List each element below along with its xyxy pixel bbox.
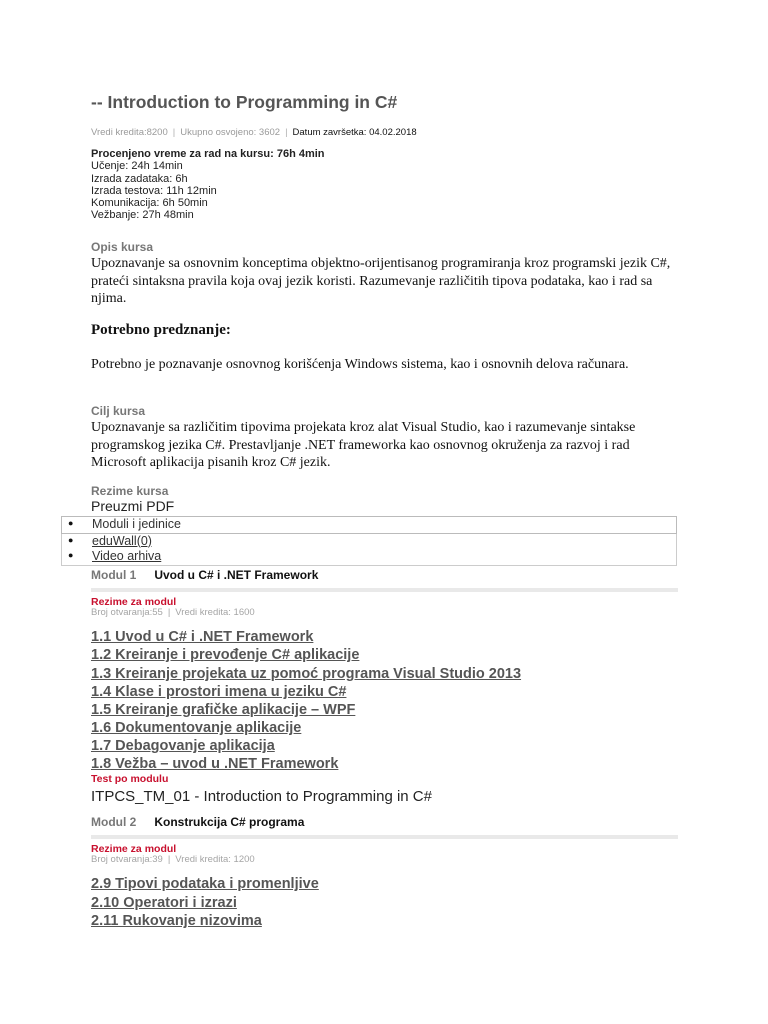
time-line: Izrada testova: 11h 12min [91,184,217,197]
module-header [91,568,318,582]
page-title: -- Introduction to Programming in C# [91,92,398,112]
module-header [91,815,304,829]
goal-label: Cilj kursa [91,404,146,418]
module-credits: Vredi kredita: 1200 [175,854,255,865]
lesson-link[interactable]: 1.3 Kreiranje projekata uz pomoć programa Visual Studio 2013 [91,666,522,682]
prereq-text: Potrebno je poznavanje osnovnog korišćenja Windows sistema, kao i osnovnih delova računara. [91,357,629,372]
time-line: Komunikacija: 6h 50min [91,197,208,210]
list-frame [61,534,677,566]
module-meta: Broj otvaranja:55 | Vredi kredita: 1600 [91,607,255,618]
description-label: Opis kursa [91,240,154,254]
module-test-link[interactable]: ITPCS_TM_01 - Introduction to Programming in C# [91,788,432,805]
prereq-heading: Potrebno predznanje: [91,322,231,338]
lesson-link[interactable]: 2.11 Rukovanje nizovima [91,913,262,929]
time-line: Vežbanje: 27h 48min [91,209,194,222]
time-line: Izrada zadataka: 6h [91,172,188,185]
module-name: Uvod u C# i .NET Framework [154,568,319,582]
modules-link[interactable]: Moduli i jedinice [92,517,181,531]
time-line: Učenje: 24h 14min [91,160,183,173]
module-credits: Vredi kredita: 1600 [175,607,255,618]
module-test-label: Test po modulu [91,773,169,785]
bullet-icon: ● [68,550,74,560]
lesson-link[interactable]: 1.7 Debagovanje aplikacija [91,738,275,754]
time-estimate-header: Procenjeno vreme za rad na kursu: 76h 4min [91,148,325,160]
eduwall-link[interactable]: eduWall(0) [92,533,152,548]
bullet-icon: ● [68,534,74,545]
lesson-link[interactable]: 1.1 Uvod u C# i .NET Framework [91,629,314,645]
module-opens: Broj otvaranja:55 [91,607,163,618]
module-name: Konstrukcija C# programa [154,815,305,829]
bullet-icon: ● [68,518,74,528]
list-item [62,549,676,565]
time-estimate [91,148,325,222]
summary-link-list [61,516,677,566]
description-text: Upoznavanje sa osnovnim konceptima objektno-orijentisanog programiranja kroz programski jezik C#, prateći sintaksna pravila koja ovaj jezik koristi. Razumevanje različitih tipova podataka, kao i rad sa njima. [91,256,671,306]
list-item [62,534,676,550]
module-number: Modul 1 [91,568,137,582]
module-summary-link[interactable]: Rezime za modul [91,843,177,855]
module-divider [91,835,678,839]
lesson-link[interactable]: 2.9 Tipovi podataka i promenljive [91,876,319,892]
module-opens: Broj otvaranja:39 [91,854,163,865]
module-meta: Broj otvaranja:39 | Vredi kredita: 1200 [91,854,255,865]
lesson-link[interactable]: 1.4 Klase i prostori imena u jeziku C# [91,684,347,700]
lesson-link[interactable]: 1.2 Kreiranje i prevođenje C# aplikacije [91,647,360,663]
course-meta: Vredi kredita:8200 | Ukupno osvojeno: 3602 | Datum završetka: 04.02.2018 [91,127,417,138]
download-pdf-link[interactable]: Preuzmi PDF [91,498,175,514]
video-archive-link[interactable]: Video arhiva [92,549,162,563]
completion-date: Datum završetka: 04.02.2018 [292,127,417,138]
lesson-link[interactable]: 2.10 Operatori i izrazi [91,895,237,911]
course-earned: Ukupno osvojeno: 3602 [180,127,281,138]
lesson-link[interactable]: 1.5 Kreiranje grafičke aplikacije – WPF [91,702,356,718]
lesson-link[interactable]: 1.6 Dokumentovanje aplikacije [91,720,302,736]
lesson-link[interactable]: 1.8 Vežba – uvod u .NET Framework [91,756,339,772]
course-credits: Vredi kredita:8200 [91,127,168,138]
goal-text: Upoznavanje sa različitim tipovima projekata kroz alat Visual Studio, kao i razumevanje sintakse programskog jezika C#. Prestavljanje .NET frameworka kao osnovnog okruženja za razvoj i rad Microsoft aplikacija pisanih kroz C# jezik. [91,420,636,470]
module-divider [91,588,678,592]
module-number: Modul 2 [91,815,137,829]
list-item [61,516,677,534]
summary-label: Rezime kursa [91,484,169,498]
module-summary-link[interactable]: Rezime za modul [91,596,177,608]
